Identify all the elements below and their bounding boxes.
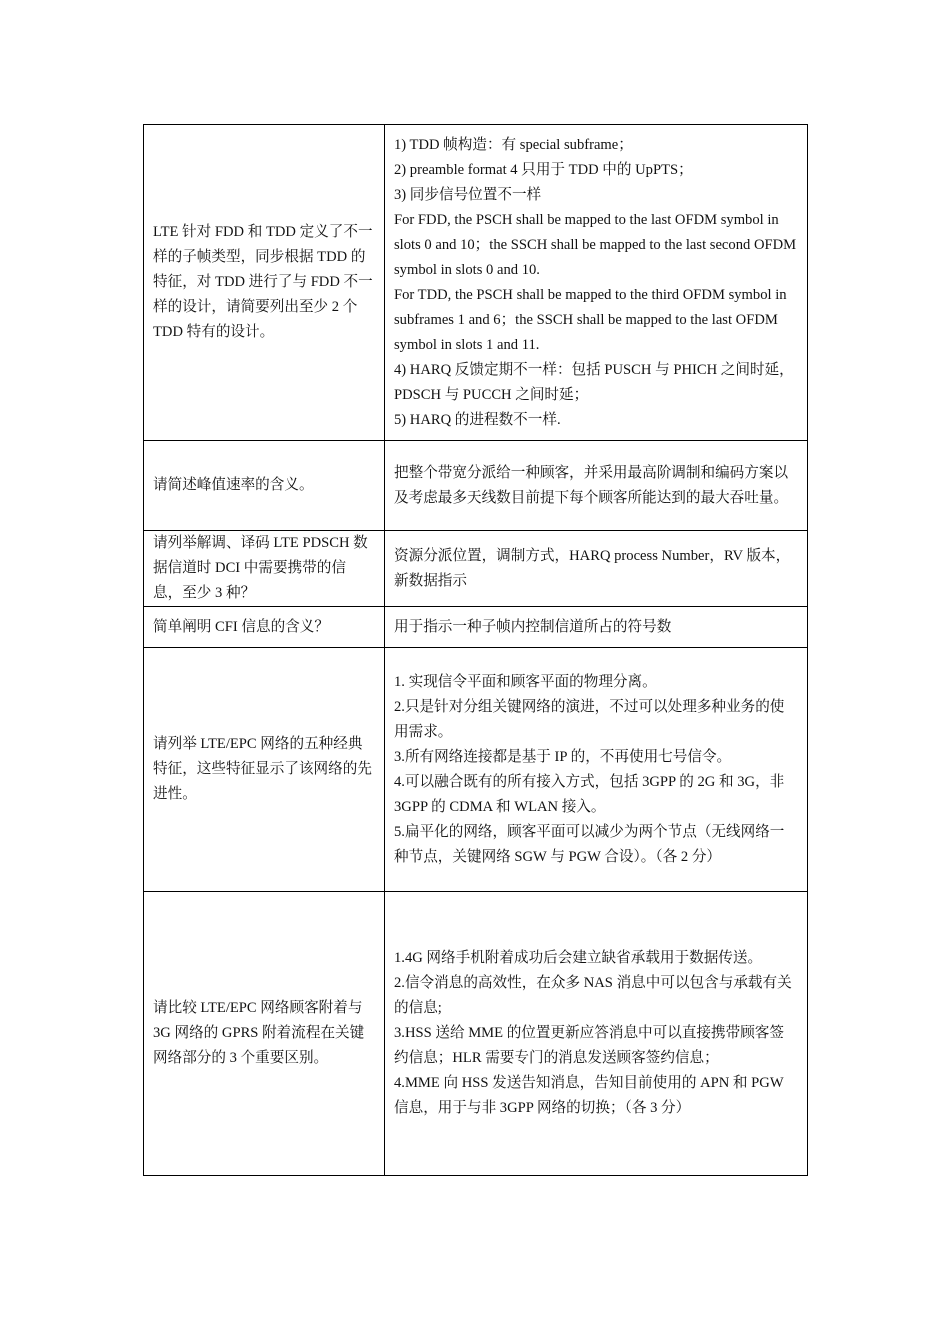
answer-cell [385,607,808,648]
question-cell: 简单阐明 CFI 信息的含义？ [144,607,385,648]
answer-line: 把整个带宽分派给一种顾客，并采用最高阶调制和编码方案以及考虑最多天线数目前提下每个顾客所能达到的最大吞吐量。 [394,464,789,506]
qa-table [143,124,808,1176]
answer-line: 2) preamble format 4 只用于 TDD 中的 UpPTS； [394,161,693,178]
answer-line: 资源分派位置，调制方式，HARQ process Number，RV 版本，新数据指示 [394,547,791,589]
answer-line: For TDD, the PSCH shall be mapped to the third OFDM symbol in subframes 1 and 6；the SSCH shall be mapped to the last OFDM symbol in slots 1 and 11. [394,286,787,353]
answer-cell [385,441,808,531]
answer-line: 1.4G 网络手机附着成功后会建立缺省承载用于数据传送。 [394,950,763,966]
table-row [144,441,808,531]
answer-line: 5) HARQ 的进程数不一样. [394,411,561,428]
question-cell: 请比较 LTE/EPC 网络顾客附着与 3G 网络的 GPRS 附着流程在关键网络部分的 3 个重要区别。 [144,892,385,1176]
table-row [144,125,808,441]
answer-cell [385,648,808,892]
question-cell: 请列举解调、译码 LTE PDSCH 数据信道时 DCI 中需要携带的信息，至少 3 种？ [144,531,385,607]
table-row [144,607,808,648]
table-row [144,892,808,1176]
table-row [144,648,808,892]
answer-line: 3.HSS 送给 MME 的位置更新应答消息中可以直接携带顾客签约信息；HLR 需要专门的消息发送顾客签约信息； [394,1025,784,1066]
question-cell: LTE 针对 FDD 和 TDD 定义了不一样的子帧类型，同步根据 TDD 的特征，对 TDD 进行了与 FDD 不一样的设计，请简要列出至少 2 个 TDD 特有的设计。 [144,125,385,441]
answer-line: 2.只是针对分组关键网络的演进，不过可以处理多种业务的使用需求。 [394,698,785,740]
table-row [144,531,808,607]
answer-cell [385,531,808,607]
answer-cell [385,892,808,1176]
answer-cell [385,125,808,441]
answer-line: 3) 同步信号位置不一样 [394,186,542,203]
question-cell: 请列举 LTE/EPC 网络的五种经典特征，这些特征显示了该网络的先进性。 [144,648,385,892]
answer-line: 1) TDD 帧构造：有 special subframe； [394,136,633,153]
answer-line: 4.MME 向 HSS 发送告知消息，告知目前使用的 APN 和 PGW 信息，用于与非 3GPP 网络的切换；（各 3 分） [394,1075,784,1116]
answer-line: 4) HARQ 反馈定期不一样：包括 PUSCH 与 PHICH 之间时延，PDSCH 与 PUCCH 之间时延； [394,361,794,403]
answer-line: 3.所有网络连接都是基于 IP 的，不再使用七号信令。 [394,748,732,765]
answer-line: 4.可以融合既有的所有接入方式，包括 3GPP 的 2G 和 3G，非 3GPP 的 CDMA 和 WLAN 接入。 [394,773,785,815]
answer-line: 用于指示一种子帧内控制信道所占的符号数 [394,618,672,635]
question-cell: 请简述峰值速率的含义。 [144,441,385,531]
answer-line: 1. 实现信令平面和顾客平面的物理分离。 [394,673,657,690]
answer-line: 2.信令消息的高效性，在众多 NAS 消息中可以包含与承载有关的信息; [394,975,792,1016]
answer-line: 5.扁平化的网络，顾客平面可以减少为两个节点（无线网络一种节点，关键网络 SGW 与 PGW 合设）。（各 2 分） [394,823,785,865]
answer-line: For FDD, the PSCH shall be mapped to the last OFDM symbol in slots 0 and 10；the SSCH shall be mapped to the last second OFDM symbol in slots 0 and 10. [394,211,797,278]
